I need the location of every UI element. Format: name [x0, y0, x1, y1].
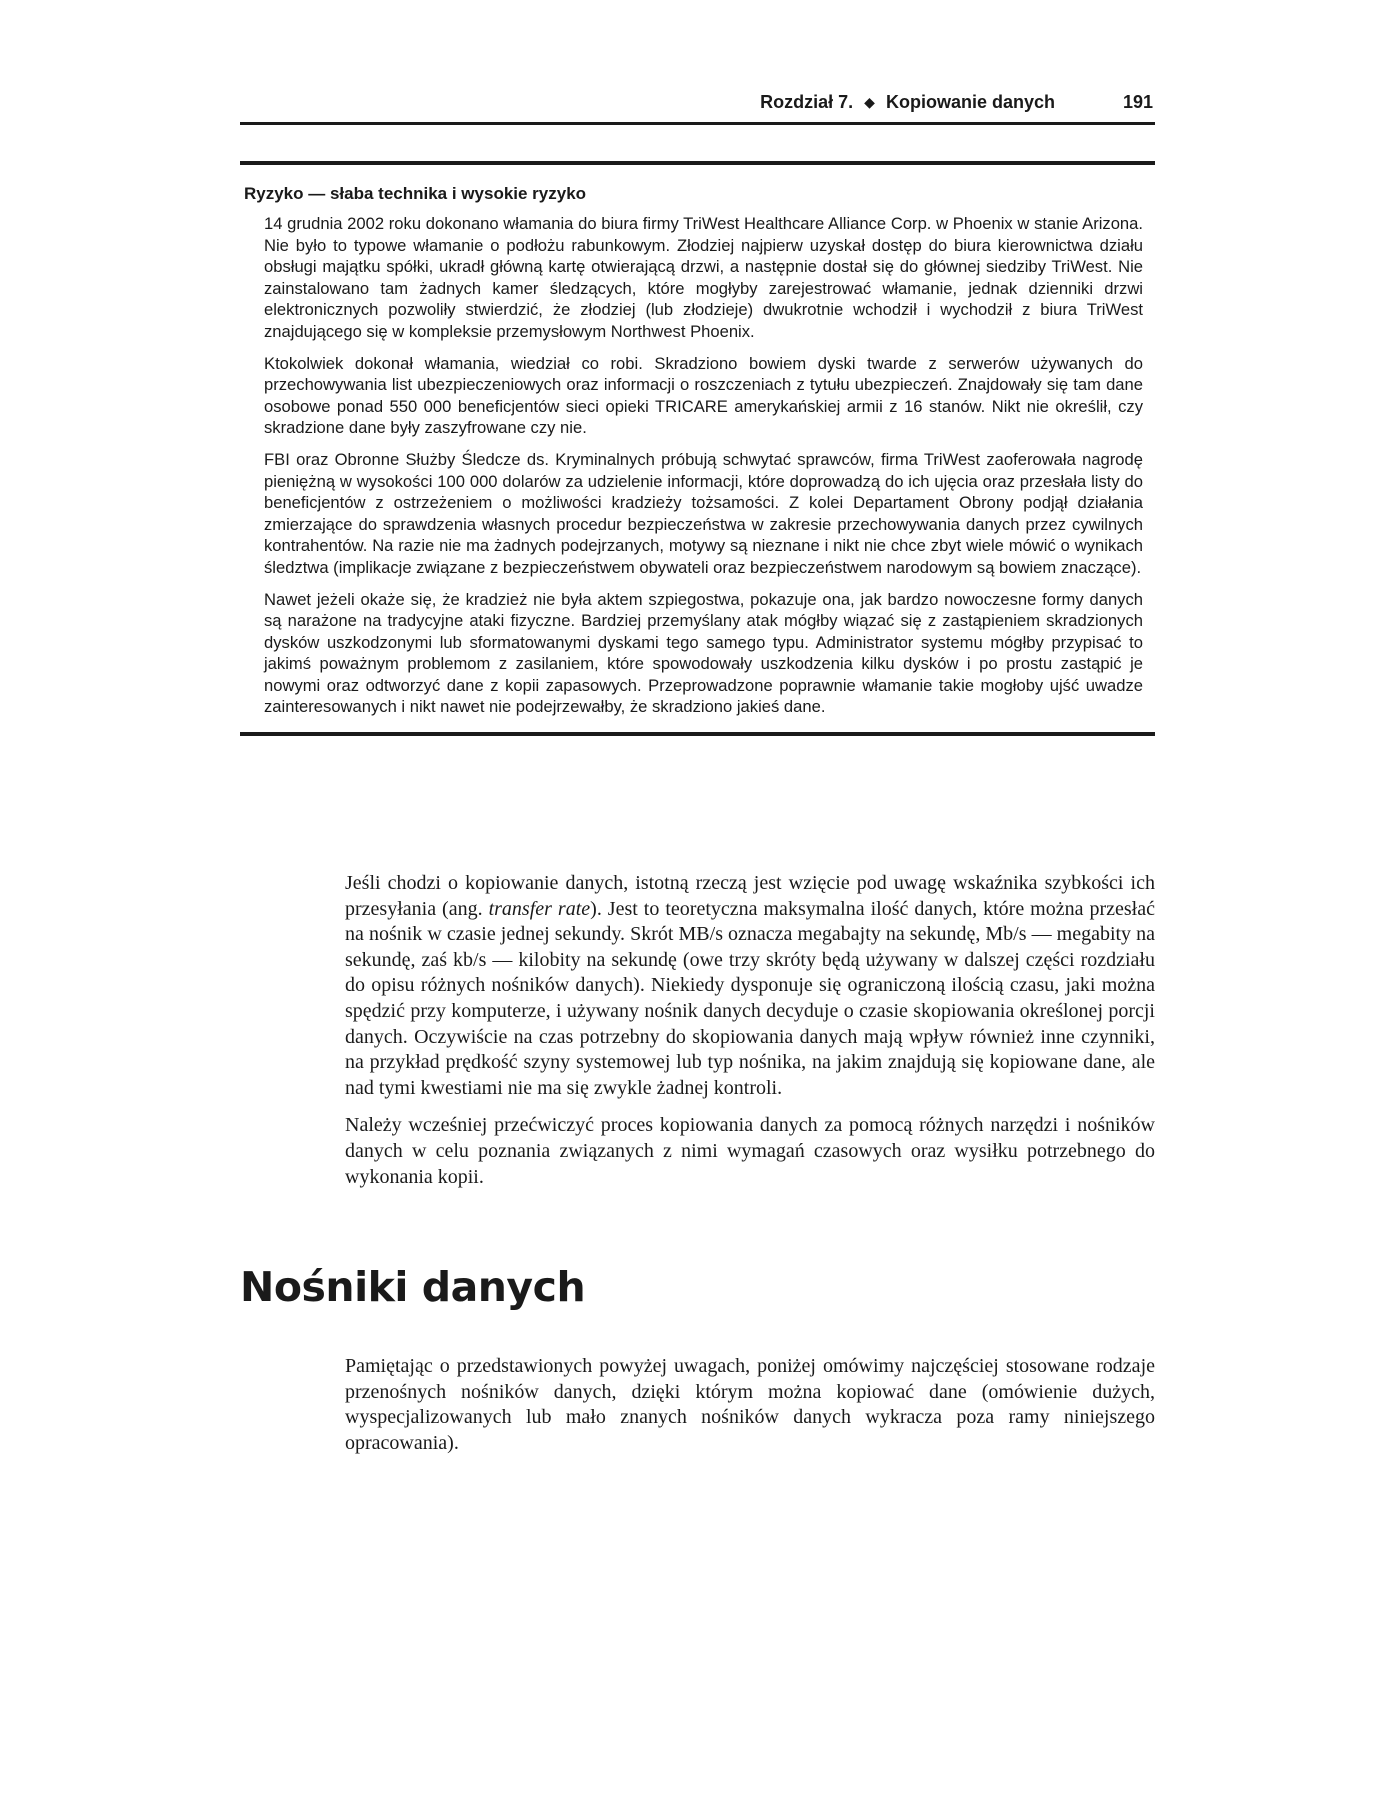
body-text-run: Jeśli chodzi o kopiowanie danych, istotną rzeczą jest wzięcie pod uwagę wskaźnika szybkości ich przesyłania (ang.	[345, 872, 1155, 920]
body-text-block	[345, 871, 1155, 1202]
sidebar-box	[240, 161, 1155, 736]
sidebar-title: Ryzyko — słaba technika i wysokie ryzyko	[244, 184, 587, 203]
body-paragraph	[345, 871, 1155, 1101]
sidebar-paragraph: FBI oraz Obronne Służby Śledcze ds. Kryminalnych próbują schwytać sprawców, firma TriWest zaoferowała nagrodę pieniężną w wysokości 100 000 dolarów za udzielenie informacji, które doprowadzą do ich ujęcia oraz przesłała listy do beneficjentów z ostrzeżeniem o możliwości kradzieży tożsamości. Z kolei Departament Obrony podjął działania zmierzające do sprawdzenia własnych procedur bezpieczeństwa w zakresie przechowywania danych przez cywilnych kontrahentów. Na razie nie ma żadnych podejrzanych, motywy są nieznane i nikt nie chce zbyt wiele mówić o wynikach śledztwa (implikacje związane z bezpieczeństwem obywateli oraz bezpieczeństwem narodowym są bowiem znaczące).	[264, 449, 1143, 577]
sidebar-paragraph: 14 grudnia 2002 roku dokonano włamania do biura firmy TriWest Healthcare Alliance Corp. w Phoenix w stanie Arizona. Nie było to typowe włamanie o podłożu rabunkowym. Złodziej najpierw uzyskał dostęp do biura kierownictwa działu obsługi majątku spółki, ukradł główną kartę otwierającą drzwi, a następnie dostał się do głównej siedziby TriWest. Nie zainstalowano tam żadnych kamer śledzących, które mogłyby zarejestrować włamanie, jednak dzienniki drzwi elektronicznych pozwoliły stwierdzić, że złodziej (lub złodzieje) dwukrotnie wchodził i wychodził z biura TriWest znajdującego się w kompleksie przemysłowym Northwest Phoenix.	[264, 214, 1143, 341]
body-paragraph: Należy wcześniej przećwiczyć proces kopiowania danych za pomocą różnych narzędzi i nośników danych w celu poznania związanych z nimi wymagań czasowych oraz wysiłku potrzebnego do wykonania kopii.	[345, 1114, 1155, 1188]
body-paragraph: Pamiętając o przedstawionych powyżej uwagach, poniżej omówimy najczęściej stosowane rodzaje przenośnych nośników danych, dzięki którym można kopiować dane (omówienie dużych, wyspecjalizowanych lub mało znanych nośników danych wykracza poza ramy niniejszego opracowania).	[345, 1355, 1155, 1454]
chapter-label: Rozdział 7.	[760, 92, 854, 112]
section-heading: Nośniki danych	[240, 1263, 586, 1311]
chapter-title: Kopiowanie danych	[885, 92, 1055, 112]
page-number: 191	[1122, 92, 1153, 112]
body-text-block	[345, 1354, 1155, 1468]
running-header	[240, 88, 1155, 125]
chapter-heading	[760, 92, 1055, 113]
diamond-bullet-icon: ◆	[864, 94, 875, 110]
body-text-run: ). Jest to teoretyczna maksymalna ilość danych, które można przesłać na nośnik w czasie jednej sekundy. Skrót MB/s oznacza megabajty na sekundę, Mb/s — megabity na sekundę, zaś kb/s — kilobity na sekundę (owe trzy skróty będą używany w dalszej części rozdziału do opisu różnych nośników danych). Niekiedy dysponuje się ograniczoną ilością czasu, jaki można spędzić przy komputerze, i używany nośnik danych decyduje o czasie skopiowania określonej porcji danych. Oczywiście na czas potrzebny do skopiowania danych mają wpływ również inne czynniki, na przykład prędkość szyny systemowej lub typ nośnika, na jakim znajdują się kopiowane dane, ale nad tymi kwestiami nie ma się zwykle żadnej kontroli.	[345, 897, 1155, 1099]
sidebar-paragraph: Ktokolwiek dokonał włamania, wiedział co robi. Skradziono bowiem dyski twarde z serwerów używanych do przechowywania list ubezpieczeniowych oraz informacji o roszczeniach z tytułu ubezpieczeń. Znajdowały się tam dane osobowe ponad 550 000 beneficjentów sieci opieki TRICARE amerykańskiej armii z 16 stanów. Nikt nie określił, czy skradzione dane były zaszyfrowane czy nie.	[264, 353, 1143, 438]
term-transfer-rate: transfer rate	[488, 897, 591, 920]
sidebar-paragraph: Nawet jeżeli okaże się, że kradzież nie była aktem szpiegostwa, pokazuje ona, jak bardzo nowoczesne formy danych są narażone na tradycyjne ataki fizyczne. Bardziej przemyślany atak mógłby wiązać się z zastąpieniem skradzionych dysków uszkodzonymi lub sformatowanymi dyskami tego samego typu. Administrator systemu mógłby przypisać to jakimś poważnym problemom z zasilaniem, które spowodowały uszkodzenia kilku dysków i po prostu zastąpić je nowymi oraz odtworzyć dane z kopii zapasowych. Przeprowadzone poprawnie włamanie takie mogłoby ujść uwadze zainteresowanych i nikt nawet nie podejrzewałby, że skradziono jakieś dane.	[264, 589, 1143, 717]
